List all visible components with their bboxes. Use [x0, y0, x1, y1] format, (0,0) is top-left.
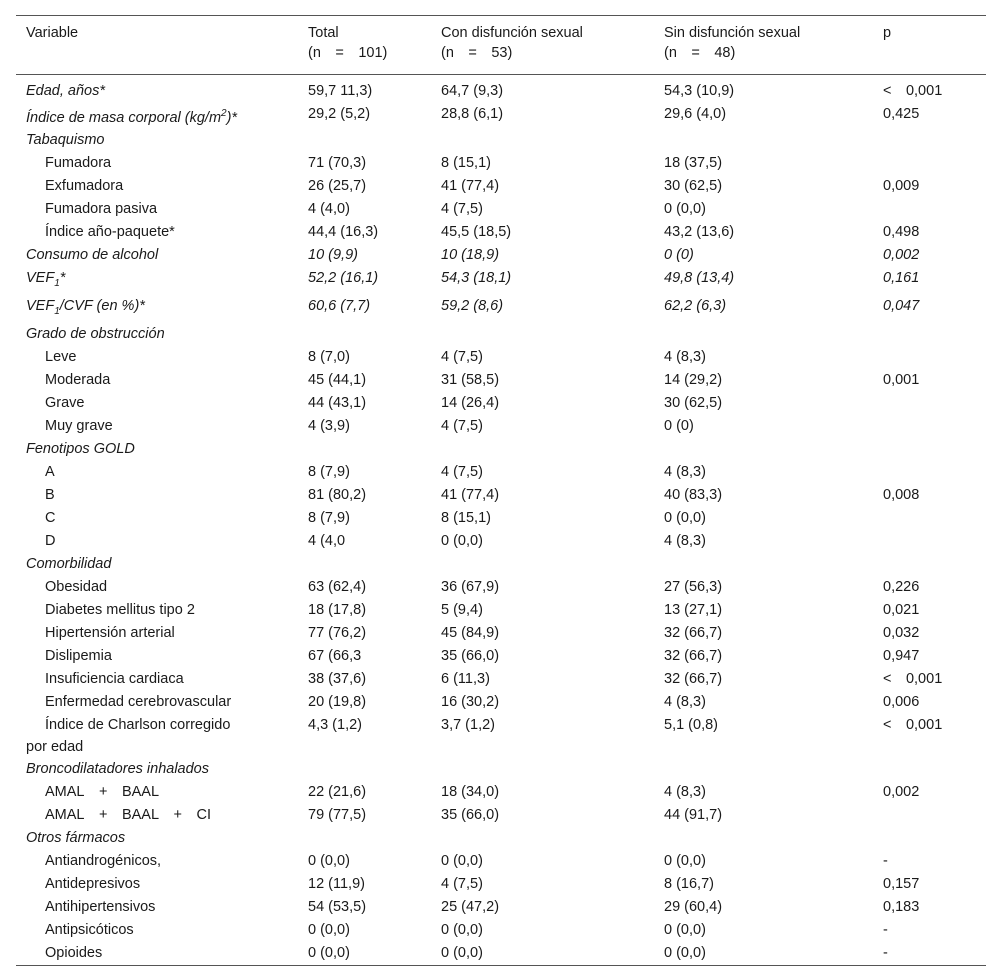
cell-con: 4 (7,5) — [441, 463, 483, 480]
row-label: Leve — [45, 348, 77, 365]
table-row — [16, 507, 986, 530]
cell-sin: 29,6 (4,0) — [664, 106, 727, 122]
table-row — [16, 553, 986, 576]
cell-con: 10 (18,9) — [441, 246, 500, 263]
cell-total: 18 (17,8) — [308, 601, 367, 618]
cell-p: 0,008 — [883, 486, 920, 503]
table-row — [16, 295, 986, 323]
row-label: Exfumadora — [45, 177, 124, 194]
cell-sin: 49,8 (13,4) — [664, 269, 735, 286]
cell-sin: 0 (0) — [664, 417, 694, 434]
header-variable: Variable — [26, 25, 79, 41]
cell-con: 5 (9,4) — [441, 601, 483, 618]
section-label: Otros fármacos — [26, 829, 126, 846]
cell-p: < 0,001 — [883, 716, 943, 733]
cell-con: 16 (30,2) — [441, 693, 500, 710]
table-row — [16, 781, 986, 804]
cell-total: 54 (53,5) — [308, 898, 367, 915]
cell-con: 45,5 (18,5) — [441, 223, 512, 240]
cell-con: 4 (7,5) — [441, 417, 483, 434]
cell-total: 44 (43,1) — [308, 394, 367, 411]
table-row — [16, 896, 986, 919]
cell-total: 29,2 (5,2) — [308, 106, 371, 122]
row-label: Antiandrogénicos, — [45, 852, 162, 869]
cell-p — [873, 461, 986, 484]
cell-sin: 29 (60,4) — [664, 898, 723, 915]
table-row — [16, 827, 986, 850]
row-label: Índice de Charlson corregido por edad — [26, 716, 231, 755]
row-label: Grave — [45, 394, 85, 411]
table-row — [16, 599, 986, 622]
cell-total: 8 (7,9) — [308, 509, 350, 526]
cell-p: 0,947 — [883, 647, 920, 664]
row-label: Obesidad — [45, 578, 108, 595]
cell-total: 26 (25,7) — [308, 177, 367, 194]
data-table — [16, 15, 986, 966]
cell-sin: 30 (62,5) — [664, 177, 723, 194]
table-row — [16, 942, 986, 966]
cell-sin: 0 (0,0) — [664, 921, 706, 938]
cell-total: 22 (21,6) — [308, 783, 367, 800]
cell-p: 0,021 — [883, 601, 920, 618]
table-row — [16, 369, 986, 392]
cell-total: 4 (4,0 — [308, 532, 346, 549]
cell-total: 12 (11,9) — [308, 875, 365, 892]
header-row — [16, 16, 986, 75]
cell-p — [873, 346, 986, 369]
header-total: Total (n = 101) — [308, 25, 388, 61]
cell-p — [873, 507, 986, 530]
cell-total: 77 (76,2) — [308, 624, 367, 641]
row-label: Dislipemia — [45, 647, 112, 664]
cell-sin: 62,2 (6,3) — [664, 297, 727, 314]
cell-sin: 0 (0,0) — [664, 509, 706, 526]
table-row — [16, 323, 986, 346]
cell-sin: 32 (66,7) — [664, 670, 723, 687]
cell-sin: 14 (29,2) — [664, 371, 723, 388]
cell-total: 60,6 (7,7) — [308, 297, 371, 314]
cell-sin: 4 (8,3) — [664, 693, 706, 710]
header-con: Con disfunción sexual (n = 53) — [441, 25, 583, 61]
cell-total: 20 (19,8) — [308, 693, 367, 710]
cell-sin: 32 (66,7) — [664, 624, 723, 641]
cell-total: 8 (7,9) — [308, 463, 350, 480]
table-row — [16, 346, 986, 369]
row-label: AMAL + BAAL — [45, 783, 160, 800]
row-label: Moderada — [45, 371, 111, 388]
cell-p: 0,425 — [883, 106, 920, 122]
cell-p — [873, 152, 986, 175]
table-row — [16, 714, 986, 758]
cell-con: 0 (0,0) — [441, 532, 483, 549]
table-row — [16, 267, 986, 295]
cell-con: 45 (84,9) — [441, 624, 500, 641]
cell-sin: 0 (0,0) — [664, 944, 706, 961]
cell-p: - — [883, 921, 888, 938]
cell-sin: 4 (8,3) — [664, 532, 706, 549]
cell-sin: 4 (8,3) — [664, 783, 706, 800]
row-label: AMAL + BAAL + CI — [45, 806, 211, 823]
cell-sin: 43,2 (13,6) — [664, 223, 735, 240]
row-label: $VEF_1$/CVF (en %)* — [26, 297, 145, 317]
cell-total: 4,3 (1,2) — [308, 716, 362, 733]
row-label: B — [45, 486, 55, 503]
cell-sin: 27 (56,3) — [664, 578, 723, 595]
cell-sin: 32 (66,7) — [664, 647, 723, 664]
cell-con: 41 (77,4) — [441, 486, 500, 503]
row-label: $VEF_1*$ — [26, 269, 66, 289]
cell-total: 63 (62,4) — [308, 578, 367, 595]
cell-sin: 13 (27,1) — [664, 601, 723, 618]
table-row — [16, 129, 986, 152]
cell-p: 0,157 — [883, 875, 920, 892]
table-row — [16, 244, 986, 267]
cell-sin: 30 (62,5) — [664, 394, 723, 411]
cell-total: 0 (0,0) — [308, 921, 350, 938]
table-row — [16, 758, 986, 781]
section-label: Comorbilidad — [26, 555, 112, 572]
cell-p: 0,047 — [883, 297, 920, 314]
row-label: A — [45, 463, 55, 480]
cell-con: 0 (0,0) — [441, 944, 483, 961]
table-row — [16, 392, 986, 415]
cell-p: 0,001 — [883, 371, 920, 388]
cell-con: 8 (15,1) — [441, 509, 491, 526]
header-sin: Sin disfunción sexual (n = 48) — [664, 25, 801, 61]
cell-con: 41 (77,4) — [441, 177, 500, 194]
cell-sin: 44 (91,7) — [664, 806, 723, 823]
cell-total: 45 (44,1) — [308, 371, 367, 388]
cell-sin: 5,1 (0,8) — [664, 716, 718, 733]
row-label: Consumo de alcohol — [26, 246, 159, 263]
cell-sin: 0 (0,0) — [664, 852, 706, 869]
cell-con: 35 (66,0) — [441, 647, 500, 664]
row-label: Fumadora — [45, 154, 112, 171]
cell-con: 8 (15,1) — [441, 154, 491, 171]
cell-con: 36 (67,9) — [441, 578, 500, 595]
table-row — [16, 530, 986, 553]
cell-con: 0 (0,0) — [441, 852, 483, 869]
row-label: Fumadora pasiva — [45, 200, 158, 217]
table-row — [16, 804, 986, 827]
cell-total: 44,4 (16,3) — [308, 223, 379, 240]
row-label: Enfermedad cerebrovascular — [45, 693, 232, 710]
cell-total: 10 (9,9) — [308, 246, 358, 263]
cell-p: 0,161 — [883, 269, 920, 286]
row-label: Índice año-paquete* — [45, 223, 175, 240]
cell-sin: 0 (0) — [664, 246, 694, 263]
cell-con: 18 (34,0) — [441, 783, 500, 800]
row-label: Diabetes mellitus tipo 2 — [45, 601, 195, 618]
cell-p: 0,009 — [883, 177, 920, 194]
table-row — [16, 850, 986, 873]
table-row — [16, 668, 986, 691]
cell-con: 59,2 (8,6) — [441, 297, 504, 314]
cell-con: 31 (58,5) — [441, 371, 500, 388]
cell-con: 14 (26,4) — [441, 394, 500, 411]
cell-con: 64,7 (9,3) — [441, 83, 504, 99]
row-label: Antidepresivos — [45, 875, 141, 892]
cell-p: < 0,001 — [883, 83, 943, 99]
cell-p — [873, 804, 986, 827]
cell-total: 0 (0,0) — [308, 944, 350, 961]
cell-total: 52,2 (16,1) — [308, 269, 379, 286]
cell-p: 0,183 — [883, 898, 920, 915]
table-body — [16, 75, 986, 966]
table-row — [16, 438, 986, 461]
table-row — [16, 691, 986, 714]
cell-con: 35 (66,0) — [441, 806, 500, 823]
table-container — [16, 15, 986, 966]
header-p: p — [883, 25, 892, 41]
cell-p: 0,226 — [883, 578, 920, 595]
cell-p: 0,002 — [883, 246, 920, 263]
row-label: Índice de masa corporal $(kg/m^2)*$ — [26, 108, 238, 126]
row-label: Muy grave — [45, 417, 113, 434]
cell-sin: 8 (16,7) — [664, 875, 714, 892]
table-row — [16, 221, 986, 244]
cell-p: 0,032 — [883, 624, 920, 641]
section-label: Fenotipos GOLD — [26, 440, 135, 457]
row-label: D — [45, 532, 56, 549]
cell-sin: 0 (0,0) — [664, 200, 706, 217]
table-row — [16, 484, 986, 507]
table-row — [16, 75, 986, 104]
cell-con: 0 (0,0) — [441, 921, 483, 938]
cell-p: 0,002 — [883, 783, 920, 800]
cell-total: 59,7 11,3) — [308, 83, 373, 99]
row-label: Antihipertensivos — [45, 898, 156, 915]
cell-p: 0,006 — [883, 693, 920, 710]
row-label: Insuficiencia cardiaca — [45, 670, 184, 687]
table-row — [16, 415, 986, 438]
cell-p: - — [883, 852, 888, 869]
table-row — [16, 873, 986, 896]
cell-sin: 54,3 (10,9) — [664, 83, 735, 99]
cell-total: 38 (37,6) — [308, 670, 367, 687]
cell-p — [873, 392, 986, 415]
table-row — [16, 576, 986, 599]
cell-total: 79 (77,5) — [308, 806, 367, 823]
cell-total: 4 (4,0) — [308, 200, 350, 217]
cell-total: 71 (70,3) — [308, 154, 367, 171]
section-label: Broncodilatadores inhalados — [26, 760, 209, 777]
row-label: C — [45, 509, 56, 526]
section-label: Tabaquismo — [26, 131, 105, 148]
cell-sin: 4 (8,3) — [664, 348, 706, 365]
row-label: Edad, años* — [26, 83, 106, 99]
table-row — [16, 622, 986, 645]
cell-con: 54,3 (18,1) — [441, 269, 512, 286]
cell-total: 4 (3,9) — [308, 417, 350, 434]
cell-con: 4 (7,5) — [441, 200, 483, 217]
cell-p — [873, 198, 986, 221]
cell-con: 3,7 (1,2) — [441, 716, 495, 733]
cell-p: - — [883, 944, 888, 961]
section-label: Grado de obstrucción — [26, 325, 165, 342]
table-header — [16, 16, 986, 75]
cell-p — [873, 530, 986, 553]
cell-p: < 0,001 — [883, 670, 943, 687]
cell-p: 0,498 — [883, 223, 920, 240]
cell-con: 25 (47,2) — [441, 898, 500, 915]
cell-total: 67 (66,3 — [308, 647, 362, 664]
table-row — [16, 103, 986, 129]
cell-sin: 18 (37,5) — [664, 154, 723, 171]
table-row — [16, 152, 986, 175]
table-row — [16, 919, 986, 942]
table-row — [16, 198, 986, 221]
cell-con: 4 (7,5) — [441, 875, 483, 892]
cell-p — [873, 415, 986, 438]
table-row — [16, 461, 986, 484]
cell-total: 0 (0,0) — [308, 852, 350, 869]
cell-sin: 40 (83,3) — [664, 486, 723, 503]
table-row — [16, 175, 986, 198]
cell-total: 81 (80,2) — [308, 486, 367, 503]
row-label: Hipertensión arterial — [45, 624, 175, 641]
cell-sin: 4 (8,3) — [664, 463, 706, 480]
cell-con: 6 (11,3) — [441, 670, 490, 687]
row-label: Opioides — [45, 944, 103, 961]
cell-total: 8 (7,0) — [308, 348, 350, 365]
table-row — [16, 645, 986, 668]
cell-con: 4 (7,5) — [441, 348, 483, 365]
row-label: Antipsicóticos — [45, 921, 134, 938]
cell-con: 28,8 (6,1) — [441, 106, 504, 122]
